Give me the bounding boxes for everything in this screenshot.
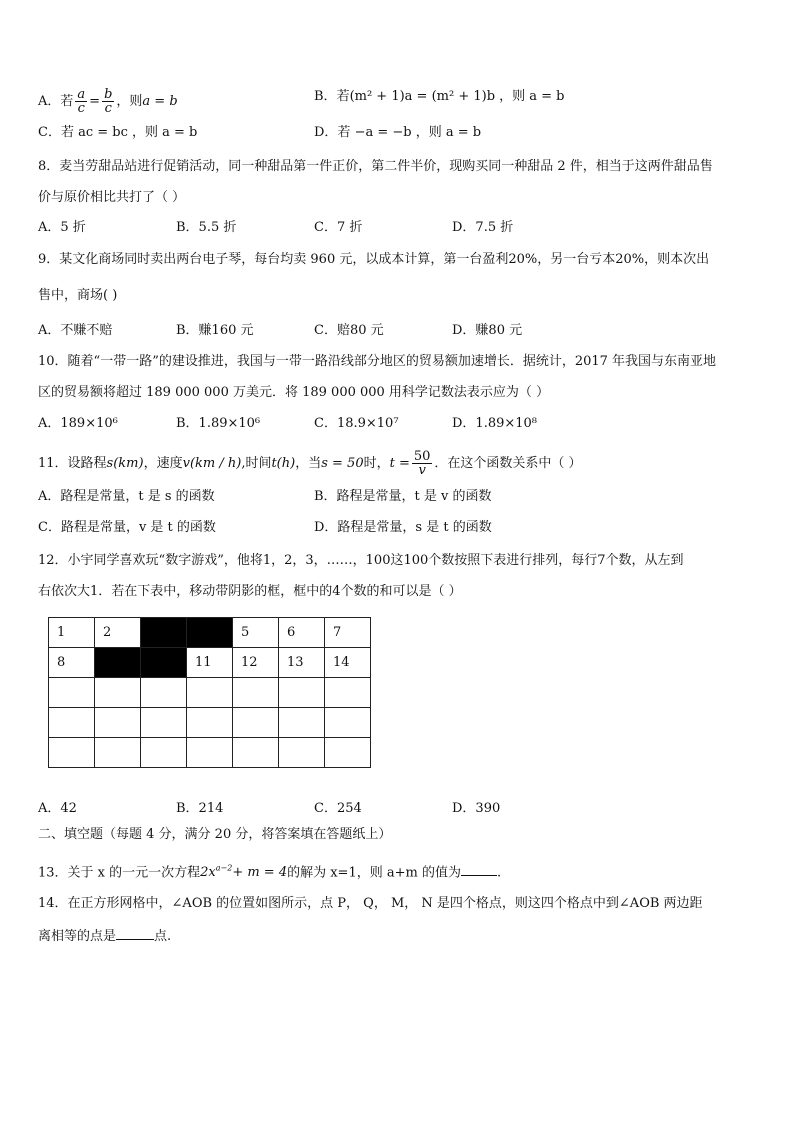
- q11-option-c: C．路程是常量，v 是 t 的函数: [38, 520, 216, 535]
- fraction: [102, 88, 114, 115]
- q10-option-d: D．1.89×10⁸: [452, 416, 538, 431]
- table-cell: 12: [233, 648, 279, 678]
- q12-option-c: C．254: [314, 801, 362, 816]
- q12-option-b: B．214: [176, 801, 224, 816]
- frac-numerator: 50: [413, 449, 431, 464]
- q8-option-c: C．7 折: [314, 220, 363, 235]
- table-cell: [325, 738, 371, 768]
- table-cell: 1: [49, 618, 95, 648]
- table-cell: [95, 738, 141, 768]
- shaded-cell: [95, 648, 141, 678]
- table-cell: [187, 708, 233, 738]
- q11-text-part: ，当: [295, 456, 322, 471]
- math-expression: t =: [389, 456, 410, 471]
- q10-text-line1: 10．随着“一带一路”的建设推进，我国与一带一路沿线部分地区的贸易额加速增长．据统计，2017 年我国与东南亚地: [38, 354, 717, 369]
- table-cell: 14: [325, 648, 371, 678]
- q14-text-part: 点.: [154, 929, 172, 944]
- table-cell: [187, 678, 233, 708]
- fraction: [412, 450, 433, 477]
- table-cell: [233, 678, 279, 708]
- q10-option-c: C．18.9×10⁷: [314, 416, 399, 431]
- option-text: 若: [60, 94, 74, 109]
- q12-option-a: A．42: [38, 801, 77, 816]
- q13-text-part: 13．关于 x 的一元一次方程: [38, 865, 201, 881]
- table-cell: [95, 708, 141, 738]
- frac-denominator: v: [418, 463, 426, 478]
- frac-denominator: c: [104, 101, 112, 116]
- math-expression: t(h): [271, 456, 296, 471]
- table-cell: [141, 678, 187, 708]
- q9-option-b: B．赚160 元: [176, 323, 254, 338]
- q9-text-line2: 售中，商场( ): [38, 288, 118, 303]
- option-text: 若(m² + 1)a = (m² + 1)b ，则 a = b: [336, 89, 565, 104]
- q9-option-a: A．不赚不赔: [38, 323, 113, 338]
- q13-text: [38, 860, 501, 882]
- table-cell: [49, 678, 95, 708]
- q8-option-a: A．5 折: [38, 220, 86, 235]
- table-row: [49, 708, 371, 738]
- table-cell: 2: [95, 618, 141, 648]
- q9-text-line1: 9．某文化商场同时卖出两台电子琴，每台均卖 960 元，以成本计算，第一台盈利20%，另一台亏本20%，则本次出: [38, 252, 710, 267]
- table-cell: [49, 738, 95, 768]
- table-cell: [233, 738, 279, 768]
- math-expression: [200, 865, 287, 880]
- number-grid-table: [48, 617, 371, 768]
- q14-text-part: 离相等的点是: [38, 929, 117, 944]
- shaded-cell: [187, 618, 233, 648]
- q10-option-a: A．189×10⁶: [38, 416, 118, 431]
- option-text: ，则: [116, 94, 143, 109]
- table-cell: [141, 738, 187, 768]
- table-cell: [279, 708, 325, 738]
- q11-option-a: A．路程是常量，t 是 s 的函数: [38, 489, 215, 504]
- equation-rest: + m = 4: [232, 865, 288, 881]
- table-cell: [279, 678, 325, 708]
- q11-option-d: D．路程是常量，s 是 t 的函数: [314, 520, 492, 535]
- q7-option-d: [314, 124, 481, 142]
- q11-option-b: B．路程是常量，t 是 v 的函数: [314, 489, 492, 504]
- q9-option-c: C．赔80 元: [314, 323, 384, 338]
- q11-text: [38, 450, 582, 477]
- q13-text-part: 的解为 x=1，则 a+m 的值为: [287, 865, 461, 881]
- q9-option-d: D．赚80 元: [452, 323, 523, 338]
- table-cell: [95, 678, 141, 708]
- table-cell: 13: [279, 648, 325, 678]
- fraction: [75, 88, 87, 115]
- q8-option-d: D．7.5 折: [452, 220, 514, 235]
- answer-blank[interactable]: [116, 939, 154, 940]
- q11-text-part: 11．设路程: [38, 456, 107, 471]
- table-cell: 11: [187, 648, 233, 678]
- option-label: C．: [38, 125, 61, 140]
- table-cell: 5: [233, 618, 279, 648]
- table-cell: 8: [49, 648, 95, 678]
- option-text: 若 −a = −b ，则 a = b: [337, 125, 482, 140]
- option-label: D．: [314, 125, 338, 140]
- q7-option-a: [38, 88, 178, 115]
- table-cell: [233, 708, 279, 738]
- math-expression: v(km / h): [182, 456, 242, 471]
- table-cell: [279, 738, 325, 768]
- equation-base: 2x: [200, 865, 216, 881]
- math-expression: a = b: [142, 94, 178, 109]
- option-label: A．: [38, 94, 61, 109]
- q10-option-b: B．1.89×10⁶: [176, 416, 261, 431]
- table-cell: [141, 708, 187, 738]
- q14-text-line1: 14．在正方形网格中，∠AOB 的位置如图所示，点 P， Q， M， N 是四个格点，则这四个格点中到∠AOB 两边距: [38, 896, 703, 911]
- q14-text-line2: [38, 928, 171, 946]
- q8-text-line1: 8．麦当劳甜品站进行促销活动，同一种甜品第一件正价，第二件半价，现购买同一种甜品 2 件，相当于这两件甜品售: [38, 159, 713, 174]
- answer-blank[interactable]: [461, 875, 497, 876]
- q11-text-part: ．在这个函数关系中（ ）: [434, 456, 582, 471]
- q12-text-line2: 右依次大1．若在下表中，移动带阴影的框，框中的4个数的和可以是（ ）: [38, 584, 462, 599]
- math-expression: s = 50: [321, 456, 364, 471]
- table-cell: [325, 708, 371, 738]
- option-label: B．: [314, 89, 337, 104]
- table-cell: [187, 738, 233, 768]
- q7-option-c: [38, 124, 197, 142]
- q8-text-line2: 价与原价相比共打了（ ）: [38, 190, 186, 205]
- q7-option-b: [314, 88, 565, 106]
- math-expression: s(km): [106, 456, 144, 471]
- q10-text-line2: 区的贸易额将超过 189 000 000 万美元．将 189 000 000 用科学记数法表示应为（ ）: [38, 385, 550, 400]
- table-cell: 6: [279, 618, 325, 648]
- shaded-cell: [141, 618, 187, 648]
- frac-numerator: b: [104, 87, 113, 102]
- q11-text-part: ，速度: [143, 456, 183, 471]
- table-row: [49, 678, 371, 708]
- table-row: [49, 618, 371, 648]
- table-cell: [49, 708, 95, 738]
- table-row: [49, 738, 371, 768]
- equals-sign: =: [89, 94, 101, 109]
- q8-option-b: B．5.5 折: [176, 220, 237, 235]
- frac-denominator: c: [77, 101, 85, 116]
- exponent: a−2: [215, 864, 233, 873]
- q12-text-line1: 12．小宇同学喜欢玩“数字游戏”，他将1，2，3，……，100这100个数按照下表进行排列，每行7个数，从左到: [38, 553, 684, 568]
- q11-text-part: 时，: [363, 456, 390, 471]
- option-text: 若 ac = bc ，则 a = b: [60, 125, 198, 140]
- q12-option-d: D．390: [452, 801, 501, 816]
- table-cell: [325, 678, 371, 708]
- table-cell: 7: [325, 618, 371, 648]
- q11-text-part: ,时间: [241, 456, 272, 471]
- shaded-cell: [141, 648, 187, 678]
- frac-numerator: a: [77, 87, 86, 102]
- table-row: [49, 648, 371, 678]
- section-heading: 二、填空题（每题 4 分，满分 20 分，将答案填在答题纸上）: [38, 827, 392, 842]
- q13-text-part: .: [496, 865, 502, 881]
